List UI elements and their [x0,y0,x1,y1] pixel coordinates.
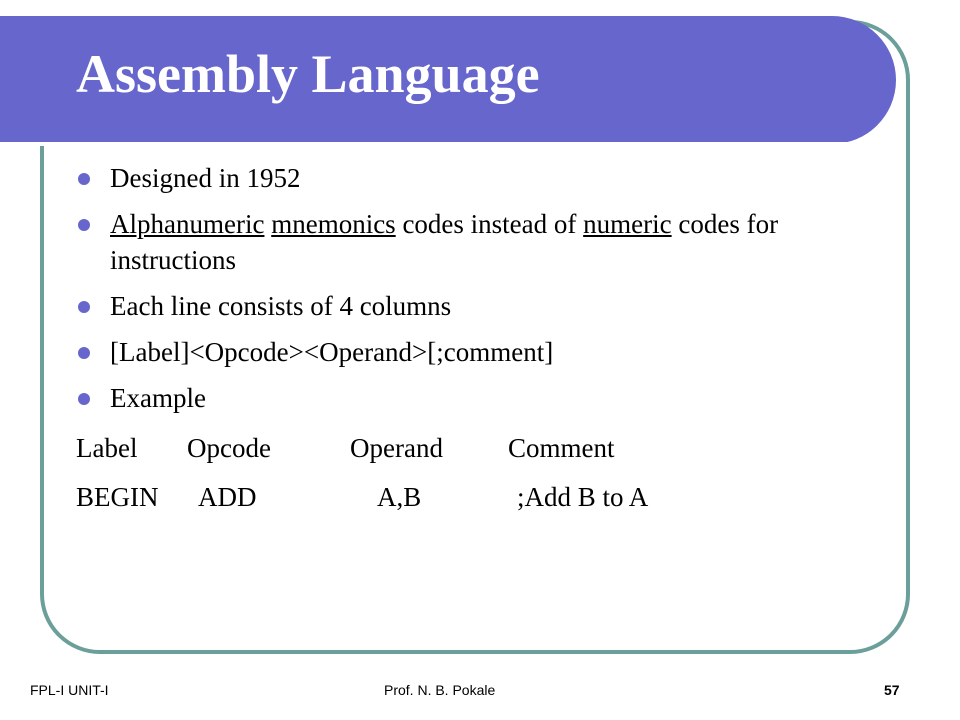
header-label: Label [76,433,138,463]
example-header-row [76,430,876,466]
bullet-dot-icon [78,301,90,313]
footer-author: Prof. N. B. Pokale [384,682,496,698]
bullet-item-designed [76,160,876,196]
bullet-text: Designed in 1952 [110,163,301,193]
header-operand: Operand [350,433,443,463]
footer-course: FPL-I UNIT-I [30,682,109,698]
bullet-text-middle: codes instead of [395,209,584,239]
bullet-dot-icon [78,347,90,359]
cell-comment: ;Add B to A [517,482,649,512]
bullet-item-columns [76,288,876,324]
bullet-list [76,160,876,426]
header-opcode: Opcode [187,433,271,463]
example-data-row [76,479,876,515]
cell-operand: A,B [377,482,422,512]
bullet-text-end: codes for instructions [110,209,779,275]
bullet-item-syntax [76,334,876,370]
bullet-item-mnemonics [76,206,876,278]
cell-label: BEGIN [76,482,159,512]
bullet-item-example [76,380,876,416]
slide-title: Assembly Language [76,44,540,104]
term-numeric: numeric [583,209,672,239]
footer-page-number: 57 [884,682,900,698]
bullet-text: Each line consists of 4 columns [110,291,452,321]
header-comment: Comment [508,433,615,463]
bullet-text: [Label]<Opcode><Operand>[;comment] [110,337,554,367]
bullet-dot-icon [78,173,90,185]
term-mnemonics: mnemonics [271,209,396,239]
cell-opcode: ADD [198,482,257,512]
term-alphanumeric: Alphanumeric [110,209,265,239]
title-underline [0,142,848,146]
bullet-dot-icon [78,393,90,405]
bullet-dot-icon [78,219,90,231]
bullet-text: Example [110,383,206,413]
